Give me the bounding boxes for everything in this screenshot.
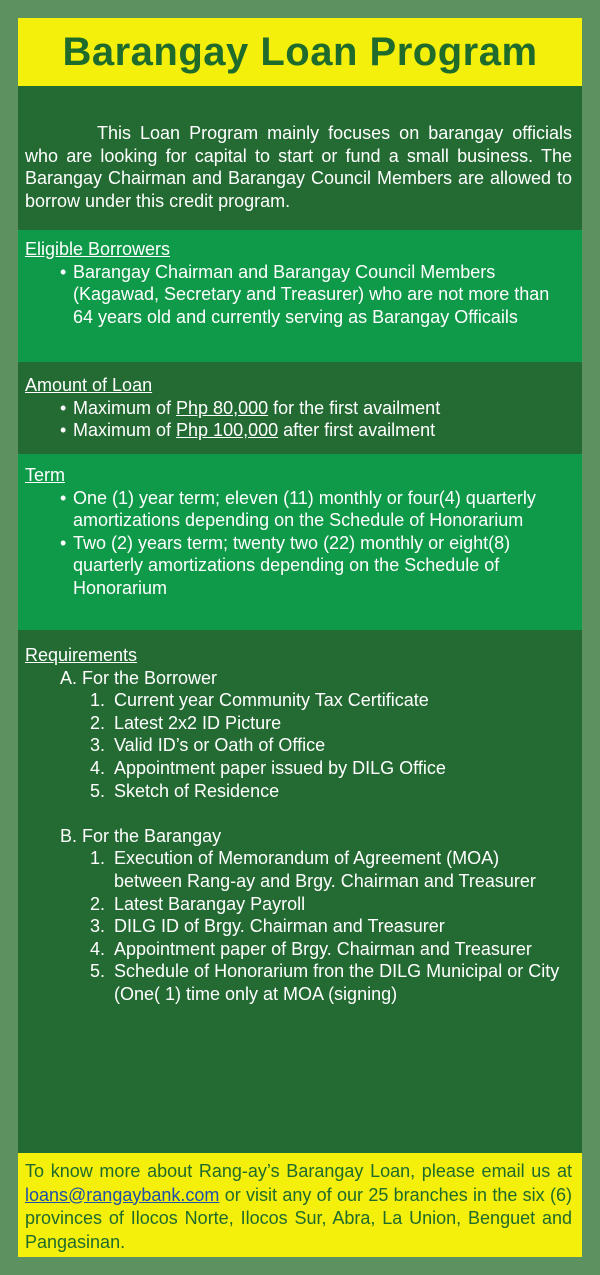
- intro-section: [18, 86, 582, 230]
- amount-item-prefix: Maximum of: [73, 397, 177, 418]
- amount-item-prefix: Maximum of: [73, 420, 177, 441]
- requirement-item: 5. Sketch of Residence: [110, 780, 572, 803]
- title-bar: [18, 18, 582, 86]
- barangay-requirements-list: [25, 847, 572, 1005]
- requirement-item: 1. Execution of Memorandum of Agreement (MOA) between Rang-ay and Brgy. Chairman and Treasurer: [110, 847, 572, 892]
- requirement-item: 3. Valid ID’s or Oath of Office: [110, 734, 572, 757]
- page-title: Barangay Loan Program: [62, 29, 538, 74]
- requirement-item: 1. Current year Community Tax Certificate: [110, 689, 572, 712]
- eligible-borrowers-section: [18, 230, 582, 362]
- requirements-section: [18, 630, 582, 1153]
- footer-text-prefix: To know more about Rang-ay’s Barangay Loan, please email us at: [25, 1161, 572, 1181]
- requirement-item: 4. Appointment paper issued by DILG Office: [110, 757, 572, 780]
- contact-footer: [18, 1153, 582, 1257]
- barangay-requirements-label: B. For the Barangay: [60, 825, 222, 846]
- amount-item-suffix: for the first availment: [268, 397, 441, 418]
- intro-text: This Loan Program mainly focuses on barangay officials who are looking for capital to start or fund a small business. The Barangay Chairman and Barangay Council Members are allowed to borrow under this credit program.: [25, 123, 572, 211]
- email-link[interactable]: loans@rangaybank.com: [25, 1184, 220, 1205]
- footer-text-suffix: or visit any of our 25 branches in the six (6) provinces of Ilocos Norte, Ilocos Sur, Abra, La Union, Benguet and Pangasinan.: [25, 1184, 572, 1252]
- requirement-item: 4. Appointment paper of Brgy. Chairman and Treasurer: [110, 938, 572, 961]
- term-section: [18, 454, 582, 630]
- eligible-item: • Barangay Chairman and Barangay Council Members (Kagawad, Secretary and Treasurer) who are not more than 64 years old and currently serving as Barangay Officails: [60, 261, 572, 329]
- borrower-requirements-label: A. For the Borrower: [60, 667, 218, 688]
- term-item: • Two (2) years term; twenty two (22) monthly or eight(8) quarterly amortizations depending on the Schedule of Honorarium: [60, 532, 572, 600]
- eligible-heading: Eligible Borrowers: [25, 239, 171, 259]
- borrower-requirements-list: [25, 689, 572, 802]
- amount-heading: Amount of Loan: [25, 375, 153, 395]
- term-item: • One (1) year term; eleven (11) monthly or four(4) quarterly amortizations depending on the Schedule of Honorarium: [60, 487, 572, 532]
- requirement-item: 2. Latest 2x2 ID Picture: [110, 712, 572, 735]
- amount-item-suffix: after first availment: [278, 420, 436, 441]
- requirement-item: 2. Latest Barangay Payroll: [110, 893, 572, 916]
- requirement-item: 5. Schedule of Honorarium fron the DILG Municipal or City (One( 1) time only at MOA (signing): [110, 960, 572, 1005]
- requirements-heading: Requirements: [25, 645, 138, 665]
- amount-item: [60, 419, 572, 442]
- loan-program-panel: [18, 18, 582, 1257]
- amount-item: [60, 397, 572, 420]
- spacer: [25, 802, 572, 825]
- requirement-item: 3. DILG ID of Brgy. Chairman and Treasurer: [110, 915, 572, 938]
- amount-of-loan-section: [18, 362, 582, 454]
- amount-value: Php 100,000: [176, 420, 279, 441]
- term-heading: Term: [25, 465, 65, 485]
- amount-value: Php 80,000: [176, 397, 269, 418]
